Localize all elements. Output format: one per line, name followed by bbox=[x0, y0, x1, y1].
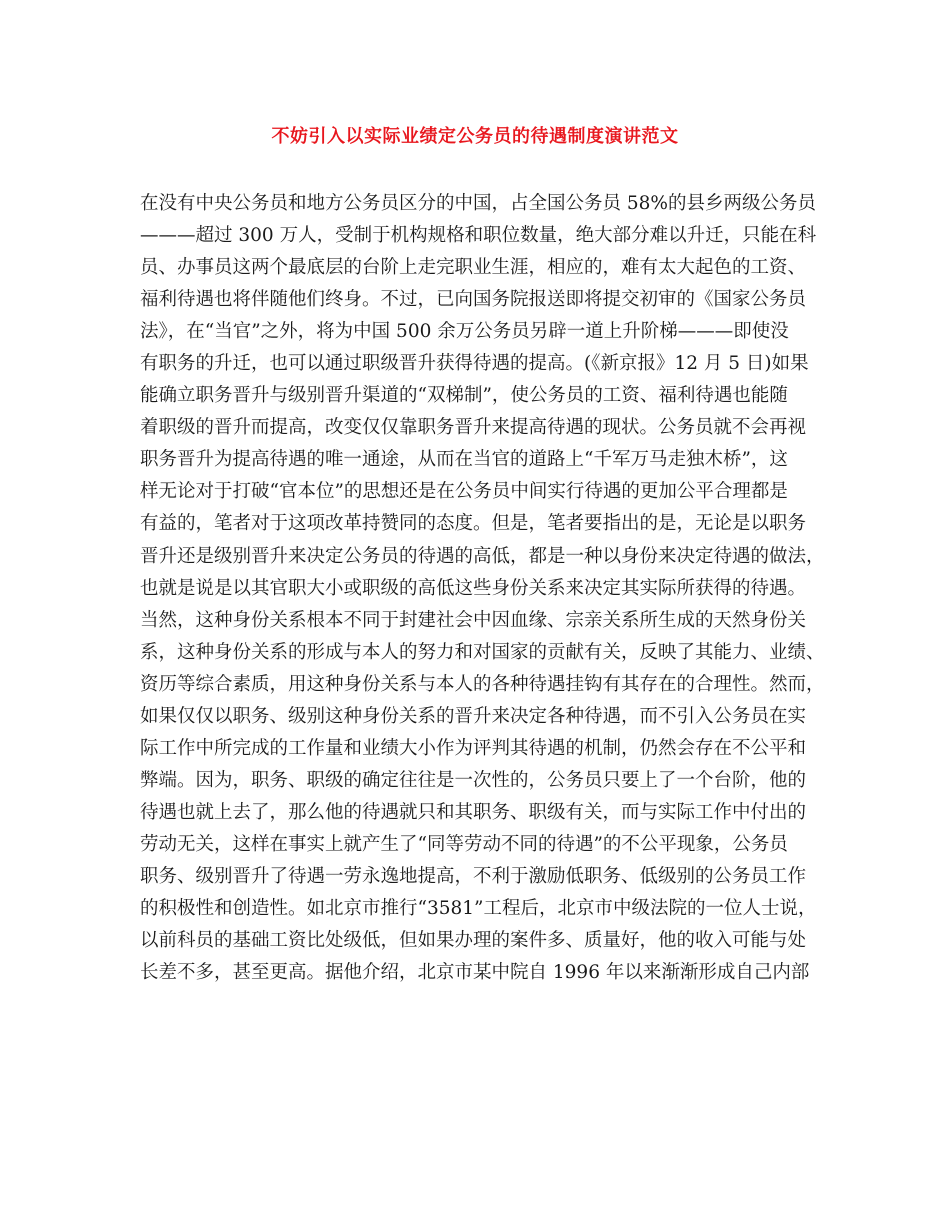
body-line: 职务晋升为提高待遇的唯一通途，从而在当官的道路上“千军万马走独木桥”，这 bbox=[140, 449, 788, 471]
body-line: ———超过 300 万人，受制于机构规格和职位数量，绝大部分难以升迁，只能在科 bbox=[140, 225, 817, 247]
body-line: 职务、级别晋升了待遇一劳永逸地提高，不利于激励低职务、低级别的公务员工作 bbox=[140, 865, 807, 887]
body-line: 弊端。因为，职务、职级的确定往往是一次性的，公务员只要上了一个台阶，他的 bbox=[140, 769, 807, 791]
body-line: 能确立职务晋升与级别晋升渠道的“双梯制”，使公务员的工资、福利待遇也能随 bbox=[140, 385, 788, 407]
body-line: 系，这种身份关系的形成与本人的努力和对国家的贡献有关，反映了其能力、业绩、 bbox=[140, 641, 825, 663]
body-line: 际工作中所完成的工作量和业绩大小作为评判其待遇的机制，仍然会存在不公平和 bbox=[140, 737, 807, 759]
body-line: 员、办事员这两个最底层的台阶上走完职业生涯，相应的，难有太大起色的工资、 bbox=[140, 257, 807, 279]
body-line: 待遇也就上去了，那么他的待遇就只和其职务、职级有关，而与实际工作中付出的 bbox=[140, 801, 807, 823]
body-line: 当然，这种身份关系根本不同于封建社会中因血缘、宗亲关系所生成的天然身份关 bbox=[140, 609, 807, 631]
body-line: 劳动无关，这样在事实上就产生了“同等劳动不同的待遇”的不公平现象，公务员 bbox=[140, 833, 788, 855]
body-line: 晋升还是级别晋升来决定公务员的待遇的高低，都是一种以身份来决定待遇的做法， bbox=[140, 545, 825, 567]
body-line: 如果仅仅以职务、级别这种身份关系的晋升来决定各种待遇，而不引入公务员在实 bbox=[140, 705, 807, 727]
body-line: 长差不多，甚至更高。据他介绍，北京市某中院自 1996 年以来渐渐形成自己内部 bbox=[140, 962, 810, 984]
body-line: 的积极性和创造性。如北京市推行“3581”工程后，北京市中级法院的一位人士说， bbox=[140, 898, 817, 920]
body-line: 在没有中央公务员和地方公务员区分的中国，占全国公务员 58%的县乡两级公务员 bbox=[140, 193, 817, 214]
body-line: 样无论对于打破“官本位”的思想还是在公务员中间实行待遇的更加公平合理都是 bbox=[140, 481, 788, 503]
body-line: 有职务的升迁，也可以通过职级晋升获得待遇的提高。(《新京报》12 月 5 日)如果 bbox=[140, 353, 809, 375]
body-line: 也就是说是以其官职大小或职级的高低这些身份关系来决定其实际所获得的待遇。 bbox=[140, 577, 807, 599]
body-line: 以前科员的基础工资比处级低，但如果办理的案件多、质量好，他的收入可能与处 bbox=[140, 930, 807, 952]
body-line: 法》，在“当官”之外，将为中国 500 余万公务员另辟一道上升阶梯———即使没 bbox=[140, 321, 789, 343]
document-title: 不妨引入以实际业绩定公务员的待遇制度演讲范文 bbox=[271, 126, 679, 147]
document-body bbox=[140, 188, 825, 989]
body-line: 着职级的晋升而提高，改变仅仅靠职务晋升来提高待遇的现状。公务员就不会再视 bbox=[140, 417, 807, 439]
body-line: 福利待遇也将伴随他们终身。不过，已向国务院报送即将提交初审的《国家公务员 bbox=[140, 289, 807, 311]
body-line: 有益的，笔者对于这项改革持赞同的态度。但是，笔者要指出的是，无论是以职务 bbox=[140, 513, 807, 535]
body-line: 资历等综合素质，用这种身份关系与本人的各种待遇挂钩有其存在的合理性。然而， bbox=[140, 673, 825, 695]
